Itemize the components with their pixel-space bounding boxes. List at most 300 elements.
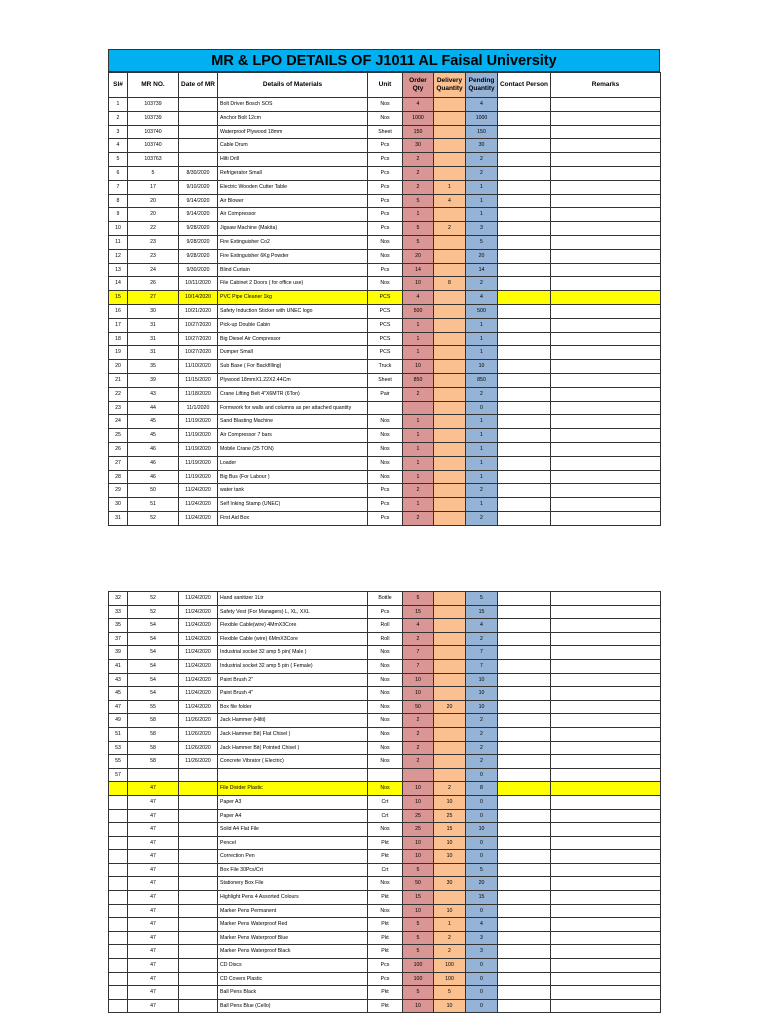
mr-no-cell: 31 [128, 318, 179, 332]
order-qty-cell: 5 [403, 931, 434, 945]
details-cell: Concrete Vibrator ( Electric) [218, 755, 368, 769]
order-qty-cell: 4 [403, 291, 434, 305]
table-row [109, 166, 661, 180]
contact-person-cell [498, 429, 551, 443]
date-cell: 11/19/2020 [179, 415, 218, 429]
mr-no-cell: 22 [128, 222, 179, 236]
delivery-qty-cell: 10 [434, 850, 466, 864]
order-qty-cell: 150 [403, 125, 434, 139]
pending-qty-cell: 1 [466, 498, 498, 512]
table-row [109, 836, 661, 850]
order-qty-cell: 1 [403, 429, 434, 443]
date-cell: 11/24/2020 [179, 632, 218, 646]
delivery-qty-cell [434, 235, 466, 249]
delivery-qty-cell: 8 [434, 277, 466, 291]
details-cell: Self Inking Stamp (UNEC) [218, 498, 368, 512]
table-row [109, 222, 661, 236]
date-cell [179, 125, 218, 139]
delivery-qty-cell [434, 456, 466, 470]
delivery-qty-cell [434, 727, 466, 741]
mr-no-cell: 31 [128, 346, 179, 360]
sl-cell: 18 [109, 332, 128, 346]
pending-qty-cell: 2 [466, 632, 498, 646]
contact-person-cell [498, 972, 551, 986]
date-cell: 11/10/2020 [179, 360, 218, 374]
order-qty-cell: 10 [403, 277, 434, 291]
contact-person-cell [498, 166, 551, 180]
unit-cell: Nos [368, 687, 403, 701]
delivery-qty-cell: 4 [434, 194, 466, 208]
contact-person-cell [498, 986, 551, 1000]
contact-person-cell [498, 249, 551, 263]
date-cell [179, 918, 218, 932]
table-row [109, 429, 661, 443]
order-qty-cell: 15 [403, 891, 434, 905]
pending-qty-cell: 7 [466, 646, 498, 660]
details-cell: Solid A4 Flat File [218, 823, 368, 837]
details-cell: Industrial socket 32 amp 5 pin( Male ) [218, 646, 368, 660]
details-cell: Safety Vest (For Managers) L, XL, XXL [218, 605, 368, 619]
table-row [109, 768, 661, 782]
contact-person-cell [498, 511, 551, 525]
contact-person-cell [498, 727, 551, 741]
unit-cell: Nos [368, 823, 403, 837]
details-cell: Waterproof Plywood 18mm [218, 125, 368, 139]
contact-person-cell [498, 714, 551, 728]
pending-qty-cell: 2 [466, 153, 498, 167]
mr-no-cell: 47 [128, 999, 179, 1013]
delivery-qty-cell [434, 387, 466, 401]
remarks-cell [551, 714, 661, 728]
date-cell: 11/26/2020 [179, 741, 218, 755]
pending-qty-cell: 3 [466, 222, 498, 236]
remarks-cell [551, 959, 661, 973]
contact-person-cell [498, 632, 551, 646]
sl-cell: 57 [109, 768, 128, 782]
delivery-qty-cell [434, 249, 466, 263]
mr-no-cell: 24 [128, 263, 179, 277]
date-cell: 11/19/2020 [179, 470, 218, 484]
remarks-cell [551, 415, 661, 429]
details-cell: CD Discs [218, 959, 368, 973]
date-cell: 11/24/2020 [179, 646, 218, 660]
remarks-cell [551, 194, 661, 208]
date-cell [179, 904, 218, 918]
mr-no-cell: 54 [128, 659, 179, 673]
unit-cell: Pcs [368, 208, 403, 222]
pending-qty-cell: 20 [466, 877, 498, 891]
mr-no-cell: 47 [128, 863, 179, 877]
table-row [109, 605, 661, 619]
order-qty-cell: 50 [403, 700, 434, 714]
contact-person-cell [498, 836, 551, 850]
date-cell: 9/28/2020 [179, 222, 218, 236]
table-row [109, 484, 661, 498]
date-cell: 11/24/2020 [179, 673, 218, 687]
pending-qty-cell: 3 [466, 945, 498, 959]
contact-person-cell [498, 863, 551, 877]
mr-no-cell: 58 [128, 714, 179, 728]
pending-qty-cell: 3 [466, 931, 498, 945]
order-qty-cell: 1 [403, 208, 434, 222]
pending-qty-cell: 1 [466, 346, 498, 360]
details-cell: Flexible Cable (wire) 6MmX3Core [218, 632, 368, 646]
mr-no-cell: 44 [128, 401, 179, 415]
unit-cell: Pkt [368, 918, 403, 932]
mr-no-cell: 47 [128, 891, 179, 905]
sl-cell: 28 [109, 470, 128, 484]
date-cell: 9/10/2020 [179, 180, 218, 194]
table-row [109, 235, 661, 249]
remarks-cell [551, 484, 661, 498]
unit-cell: PCS [368, 304, 403, 318]
delivery-qty-cell [434, 429, 466, 443]
mr-no-cell: 23 [128, 235, 179, 249]
contact-person-cell [498, 659, 551, 673]
pending-qty-cell: 2 [466, 277, 498, 291]
pending-qty-cell: 1 [466, 208, 498, 222]
delivery-qty-cell [434, 291, 466, 305]
details-cell: Box file folder [218, 700, 368, 714]
date-cell: 11/15/2020 [179, 373, 218, 387]
delivery-qty-cell [434, 484, 466, 498]
sl-cell: 45 [109, 687, 128, 701]
delivery-qty-cell: 5 [434, 986, 466, 1000]
details-cell: Marker Pens Waterproof Blue [218, 931, 368, 945]
delivery-qty-cell [434, 153, 466, 167]
mr-no-cell: 103740 [128, 125, 179, 139]
contact-person-cell [498, 291, 551, 305]
sl-cell: 47 [109, 700, 128, 714]
table-row [109, 194, 661, 208]
remarks-cell [551, 304, 661, 318]
unit-cell: Nos [368, 429, 403, 443]
remarks-cell [551, 332, 661, 346]
mr-no-cell: 20 [128, 208, 179, 222]
details-cell: Dumper Small [218, 346, 368, 360]
contact-person-cell [498, 139, 551, 153]
order-qty-cell: 10 [403, 673, 434, 687]
details-cell: Hilti Drill [218, 153, 368, 167]
order-qty-cell: 5 [403, 222, 434, 236]
contact-person-cell [498, 318, 551, 332]
mr-no-cell: 46 [128, 456, 179, 470]
unit-cell: Pcs [368, 959, 403, 973]
date-cell: 11/26/2020 [179, 727, 218, 741]
delivery-qty-cell [434, 511, 466, 525]
sl-cell: 24 [109, 415, 128, 429]
table-row [109, 795, 661, 809]
table-row [109, 632, 661, 646]
table-row [109, 346, 661, 360]
unit-cell: Nos [368, 456, 403, 470]
unit-cell: Nos [368, 727, 403, 741]
mr-no-cell: 58 [128, 727, 179, 741]
order-qty-cell: 25 [403, 823, 434, 837]
delivery-qty-cell: 100 [434, 959, 466, 973]
delivery-qty-cell [434, 208, 466, 222]
contact-person-cell [498, 194, 551, 208]
unit-cell: Roll [368, 619, 403, 633]
delivery-qty-cell [434, 619, 466, 633]
sl-cell [109, 904, 128, 918]
delivery-qty-cell [434, 98, 466, 112]
sl-cell: 55 [109, 755, 128, 769]
unit-cell: Sheet [368, 125, 403, 139]
header-pending-qty: Pending Quantity [466, 73, 498, 98]
sl-cell [109, 986, 128, 1000]
sl-cell [109, 863, 128, 877]
delivery-qty-cell [434, 346, 466, 360]
mr-no-cell: 47 [128, 782, 179, 796]
unit-cell [368, 401, 403, 415]
pending-qty-cell: 5 [466, 592, 498, 606]
date-cell [179, 836, 218, 850]
table-row [109, 850, 661, 864]
remarks-cell [551, 768, 661, 782]
delivery-qty-cell: 2 [434, 222, 466, 236]
unit-cell: Nos [368, 98, 403, 112]
header-delivery-qty: Delivery Quantity [434, 73, 466, 98]
date-cell: 11/1/2020 [179, 401, 218, 415]
remarks-cell [551, 291, 661, 305]
order-qty-cell: 1 [403, 442, 434, 456]
mr-no-cell: 103739 [128, 98, 179, 112]
order-qty-cell: 1 [403, 332, 434, 346]
table-row [109, 687, 661, 701]
date-cell [179, 972, 218, 986]
remarks-cell [551, 659, 661, 673]
sl-cell: 31 [109, 511, 128, 525]
mr-no-cell: 55 [128, 700, 179, 714]
pending-qty-cell: 0 [466, 999, 498, 1013]
table-row [109, 959, 661, 973]
remarks-cell [551, 700, 661, 714]
order-qty-cell: 7 [403, 646, 434, 660]
sl-cell: 23 [109, 401, 128, 415]
details-cell: Jack Hammer Bit( Flat Chisel ) [218, 727, 368, 741]
date-cell [179, 795, 218, 809]
sl-cell: 7 [109, 180, 128, 194]
sl-cell: 15 [109, 291, 128, 305]
delivery-qty-cell [434, 442, 466, 456]
table-row [109, 741, 661, 755]
details-cell: Industrial socket 32 amp 5 pin ( Female) [218, 659, 368, 673]
sl-cell [109, 823, 128, 837]
remarks-cell [551, 795, 661, 809]
contact-person-cell [498, 945, 551, 959]
pending-qty-cell: 1 [466, 318, 498, 332]
date-cell: 10/11/2020 [179, 277, 218, 291]
pending-qty-cell: 2 [466, 714, 498, 728]
unit-cell [368, 768, 403, 782]
date-cell [179, 98, 218, 112]
sl-cell [109, 959, 128, 973]
contact-person-cell [498, 360, 551, 374]
pending-qty-cell: 0 [466, 836, 498, 850]
remarks-cell [551, 429, 661, 443]
order-qty-cell: 5 [403, 986, 434, 1000]
sl-cell: 6 [109, 166, 128, 180]
table-row [109, 877, 661, 891]
sl-cell: 5 [109, 153, 128, 167]
remarks-cell [551, 360, 661, 374]
contact-person-cell [498, 795, 551, 809]
details-cell: Crane Lifting Belt 4"X6MTR (6Ton) [218, 387, 368, 401]
sl-cell [109, 836, 128, 850]
header-date: Date of MR [179, 73, 218, 98]
date-cell: 9/14/2020 [179, 208, 218, 222]
remarks-cell [551, 125, 661, 139]
remarks-cell [551, 823, 661, 837]
mr-no-cell: 54 [128, 619, 179, 633]
date-cell [179, 111, 218, 125]
pending-qty-cell: 1 [466, 470, 498, 484]
delivery-qty-cell: 20 [434, 700, 466, 714]
date-cell: 11/24/2020 [179, 498, 218, 512]
order-qty-cell: 2 [403, 714, 434, 728]
mr-no-cell: 47 [128, 918, 179, 932]
sl-cell [109, 891, 128, 905]
pending-qty-cell: 15 [466, 605, 498, 619]
table-row [109, 98, 661, 112]
details-cell: Paint Brush 4" [218, 687, 368, 701]
pending-qty-cell: 1 [466, 332, 498, 346]
order-qty-cell: 7 [403, 659, 434, 673]
details-cell: First Aid Box [218, 511, 368, 525]
remarks-cell [551, 755, 661, 769]
details-cell: Hand sanitizer 1Ltr [218, 592, 368, 606]
pending-qty-cell: 1 [466, 415, 498, 429]
pending-qty-cell: 2 [466, 511, 498, 525]
pending-qty-cell: 4 [466, 619, 498, 633]
delivery-qty-cell: 2 [434, 782, 466, 796]
contact-person-cell [498, 180, 551, 194]
pending-qty-cell: 0 [466, 768, 498, 782]
details-cell: Mobile Crane (25 TON) [218, 442, 368, 456]
pending-qty-cell: 1 [466, 429, 498, 443]
details-cell: Fire Extinguisher Co2 [218, 235, 368, 249]
contact-person-cell [498, 809, 551, 823]
contact-person-cell [498, 415, 551, 429]
remarks-cell [551, 456, 661, 470]
mr-no-cell: 39 [128, 373, 179, 387]
table-row [109, 470, 661, 484]
unit-cell: Crt [368, 809, 403, 823]
details-cell: Paper A4 [218, 809, 368, 823]
remarks-cell [551, 972, 661, 986]
unit-cell: Pcs [368, 511, 403, 525]
mr-no-cell: 50 [128, 484, 179, 498]
pending-qty-cell: 4 [466, 291, 498, 305]
order-qty-cell: 2 [403, 484, 434, 498]
sl-cell: 22 [109, 387, 128, 401]
date-cell [179, 768, 218, 782]
unit-cell: Nos [368, 673, 403, 687]
pending-qty-cell: 10 [466, 687, 498, 701]
mr-no-cell: 52 [128, 511, 179, 525]
remarks-cell [551, 918, 661, 932]
contact-person-cell [498, 592, 551, 606]
remarks-cell [551, 401, 661, 415]
order-qty-cell: 5 [403, 194, 434, 208]
unit-cell: Pkt [368, 945, 403, 959]
sl-cell: 1 [109, 98, 128, 112]
details-cell: Fire Extinguisher 6Kg Powder [218, 249, 368, 263]
table-row [109, 700, 661, 714]
delivery-qty-cell [434, 304, 466, 318]
pending-qty-cell: 850 [466, 373, 498, 387]
details-cell: Flexible Cable(wire) 4MmX3Core [218, 619, 368, 633]
sl-cell [109, 850, 128, 864]
sl-cell [109, 795, 128, 809]
contact-person-cell [498, 918, 551, 932]
date-cell: 11/19/2020 [179, 456, 218, 470]
order-qty-cell: 20 [403, 249, 434, 263]
unit-cell: Nos [368, 249, 403, 263]
date-cell: 11/24/2020 [179, 619, 218, 633]
pending-qty-cell: 4 [466, 98, 498, 112]
header-mr-no: MR NO. [128, 73, 179, 98]
delivery-qty-cell [434, 373, 466, 387]
sl-cell: 21 [109, 373, 128, 387]
mr-no-cell: 54 [128, 673, 179, 687]
table-row [109, 332, 661, 346]
contact-person-cell [498, 755, 551, 769]
contact-person-cell [498, 877, 551, 891]
date-cell [179, 153, 218, 167]
table-row [109, 823, 661, 837]
mr-no-cell: 26 [128, 277, 179, 291]
mr-no-cell: 45 [128, 415, 179, 429]
details-cell: Sub Base ( For Backfilling) [218, 360, 368, 374]
remarks-cell [551, 999, 661, 1013]
unit-cell: Pcs [368, 484, 403, 498]
contact-person-cell [498, 891, 551, 905]
remarks-cell [551, 605, 661, 619]
table-row [109, 373, 661, 387]
pending-qty-cell: 14 [466, 263, 498, 277]
details-cell [218, 768, 368, 782]
contact-person-cell [498, 782, 551, 796]
materials-table-top [108, 72, 661, 526]
details-cell: Ball Pens Black [218, 986, 368, 1000]
order-qty-cell: 850 [403, 373, 434, 387]
contact-person-cell [498, 153, 551, 167]
pending-qty-cell: 1 [466, 194, 498, 208]
sl-cell: 16 [109, 304, 128, 318]
pending-qty-cell: 5 [466, 863, 498, 877]
table-row [109, 291, 661, 305]
details-cell: Air Blower [218, 194, 368, 208]
delivery-qty-cell [434, 401, 466, 415]
details-cell: Safety Induction Sticker with UNEC logo [218, 304, 368, 318]
sl-cell: 43 [109, 673, 128, 687]
order-qty-cell: 10 [403, 850, 434, 864]
date-cell: 11/24/2020 [179, 511, 218, 525]
table-row [109, 415, 661, 429]
table-row [109, 511, 661, 525]
header-order-qty: Order Qty [403, 73, 434, 98]
remarks-cell [551, 166, 661, 180]
order-qty-cell: 1 [403, 415, 434, 429]
details-cell: Marker Pens Waterproof Red [218, 918, 368, 932]
date-cell: 10/27/2020 [179, 332, 218, 346]
details-cell: Air Compressor [218, 208, 368, 222]
contact-person-cell [498, 484, 551, 498]
order-qty-cell: 2 [403, 755, 434, 769]
date-cell: 10/27/2020 [179, 318, 218, 332]
